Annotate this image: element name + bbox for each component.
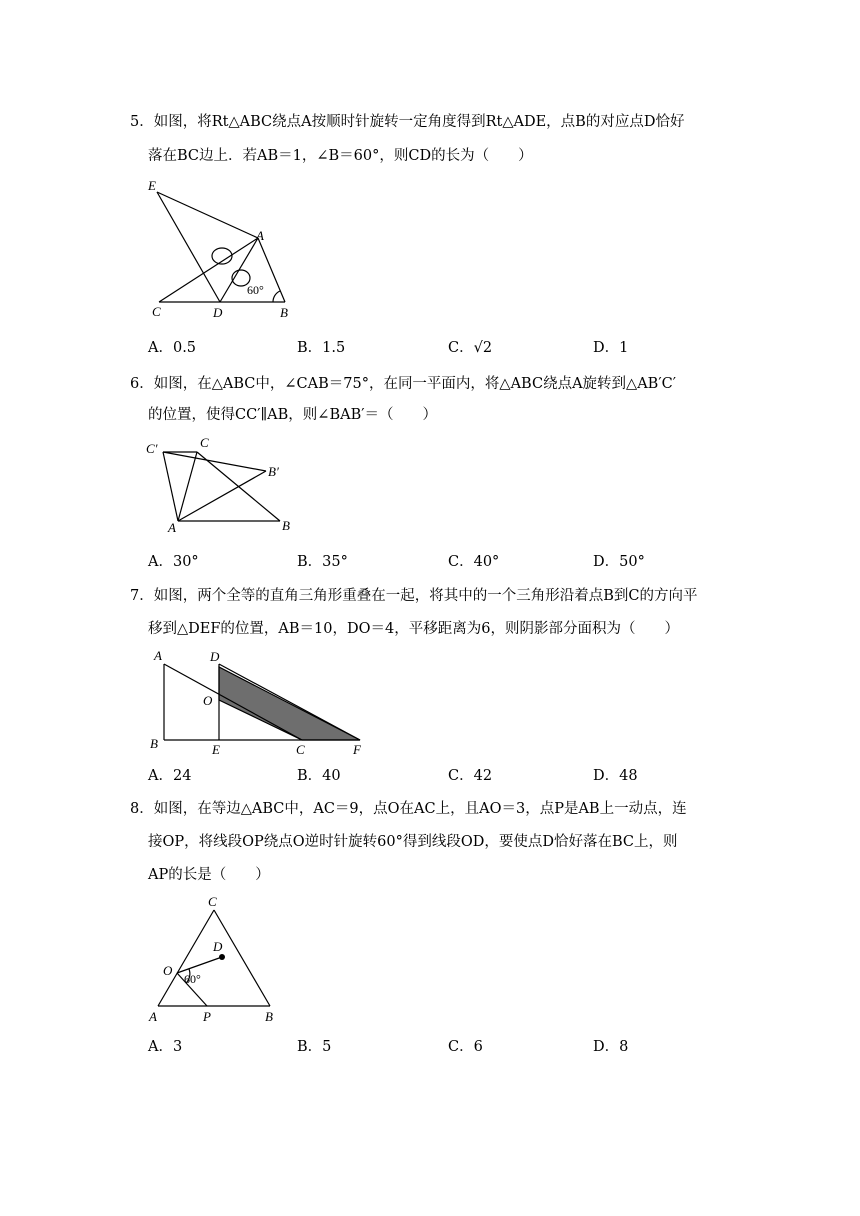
q7-label-o: O	[203, 693, 213, 708]
q8-label-c: C	[208, 894, 217, 909]
q8-option-c[interactable]: C．6	[448, 1039, 483, 1055]
q6-option-a[interactable]: A．30°	[148, 554, 199, 570]
q5-label-a: A	[256, 228, 264, 243]
q5-text-line1: 5．如图，将Rt△ABC绕点A按顺时针旋转一定角度得到Rt△ADE，点B的对应点D恰好	[130, 114, 685, 130]
q5-option-c[interactable]: C．√2	[448, 340, 493, 356]
q7-text-line2: 移到△DEF的位置，AB＝10，DO＝4，平移距离为6，则阴影部分面积为（ ）	[148, 621, 679, 637]
q5-label-b: B	[280, 305, 288, 320]
q7-option-d[interactable]: D．48	[593, 768, 638, 784]
q8-option-d[interactable]: D．8	[593, 1039, 629, 1055]
q6-label-b: B	[282, 518, 290, 533]
q6-label-a: A	[168, 520, 176, 535]
q8-label-o: O	[163, 963, 173, 978]
q7-text-line1: 7．如图，两个全等的直角三角形重叠在一起，将其中的一个三角形沿着点B到C的方向平	[130, 588, 698, 604]
q7-label-f: F	[353, 742, 361, 757]
q7-label-e: E	[212, 742, 220, 757]
q8-option-a[interactable]: A．3	[148, 1039, 183, 1055]
q7-label-c: C	[296, 742, 305, 757]
q8-label-p: P	[203, 1009, 211, 1024]
q8-text-line2: 接OP，将线段OP绕点O逆时针旋转60°得到线段OD，要使点D恰好落在BC上，则	[148, 834, 678, 850]
q7-label-d: D	[210, 649, 220, 664]
q6-text-line2: 的位置，使得CC′∥AB，则∠BAB′＝（ ）	[148, 407, 438, 423]
q5-label-c: C	[152, 304, 161, 319]
q7-label-a: A	[154, 648, 162, 663]
q8-option-b[interactable]: B．5	[297, 1039, 332, 1055]
q6-label-c-prime: C′	[146, 441, 158, 456]
q5-label-e: E	[148, 178, 156, 193]
q6-option-d[interactable]: D．50°	[593, 554, 645, 570]
q8-text-line1: 8．如图，在等边△ABC中，AC＝9，点O在AC上，且AO＝3，点P是AB上一动点，连	[130, 801, 687, 817]
q5-label-d: D	[213, 305, 223, 320]
q7-option-c[interactable]: C．42	[448, 768, 493, 784]
q8-text-line3: AP的长是（ ）	[148, 867, 270, 883]
q6-label-b-prime: B′	[268, 464, 279, 479]
q7-option-b[interactable]: B．40	[297, 768, 341, 784]
q8-label-b: B	[265, 1009, 273, 1024]
q5-option-b[interactable]: B．1.5	[297, 340, 346, 356]
q5-label-angle: 60°	[247, 283, 264, 297]
q5-text-line2: 落在BC边上．若AB＝1，∠B＝60°，则CD的长为（ ）	[148, 148, 533, 164]
q6-option-c[interactable]: C．40°	[448, 554, 500, 570]
q6-label-c: C	[200, 435, 209, 450]
q5-option-a[interactable]: A．0.5	[148, 340, 197, 356]
q7-option-a[interactable]: A．24	[148, 768, 192, 784]
q6-option-b[interactable]: B．35°	[297, 554, 348, 570]
q8-label-angle: 60°	[184, 972, 201, 986]
q8-point-d	[219, 954, 225, 960]
q5-option-d[interactable]: D．1	[593, 340, 629, 356]
q6-text-line1: 6．如图，在△ABC中，∠CAB＝75°，在同一平面内，将△ABC绕点A旋转到△AB′C′	[130, 376, 677, 392]
q8-label-d: D	[213, 939, 223, 954]
q7-label-b: B	[150, 736, 158, 751]
q8-label-a: A	[149, 1009, 157, 1024]
